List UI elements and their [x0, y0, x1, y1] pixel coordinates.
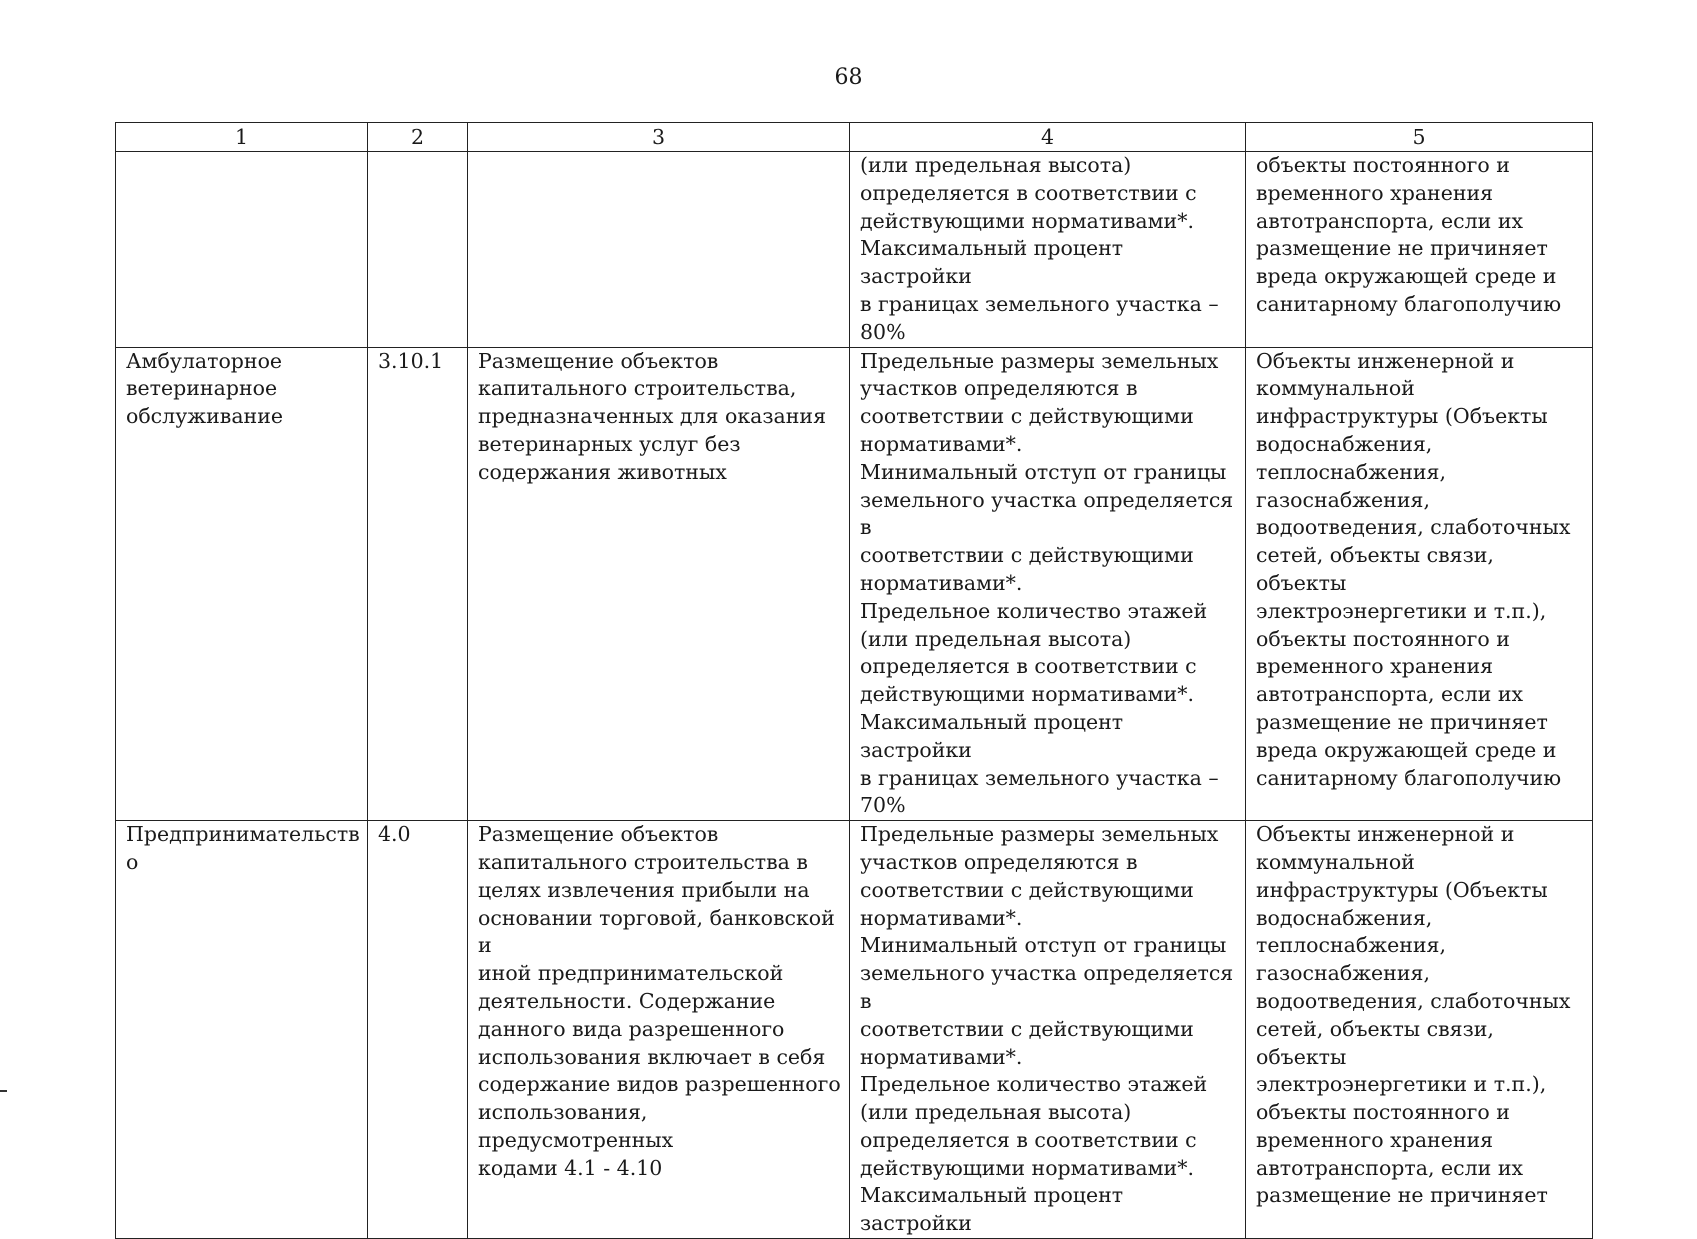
table-row-continuation [116, 152, 1593, 348]
margin-mark [0, 1090, 7, 1092]
parameters-text: Предельные размеры земельных участков определяются в соответствии с действующими нормативами*. Минимальный отступ от границы земельного участка определяется в соответствии с действующими нормативами*. Предельное количество этажей (или предельная высота) определяется в соответствии с действующими нормативами*. Максимальный процент застройки в границах земельного участка – 70% [860, 348, 1234, 818]
parameters-text: Предельные размеры земельных участков определяются в соответствии с действующими нормативами*. Минимальный отступ от границы земельного участка определяется в соответствии с действующими нормативами*. Предельное количество этажей (или предельная высота) определяется в соответствии с действующими нормативами*. Максимальный процент застройки [860, 822, 1234, 1236]
auxiliary-uses-text: Объекты инженерной и коммунальной инфраструктуры (Объекты водоснабжения, теплоснабжения, газоснабжения, водоотведения, слаботочных сетей, объекты связи, объекты электроэнергетики и т.п.), объекты постоянного и временного хранения автотранспорта, если их размещение не причиняет [1256, 822, 1571, 1208]
column-header-2: 2 [368, 123, 468, 152]
parameters-text: (или предельная высота) определяется в соответствии с действующими нормативами*. Максимальный процент застройки в границах земельного участка – 80% [860, 153, 1219, 344]
use-name-cell [116, 152, 368, 348]
land-use-table [115, 122, 1593, 1239]
parameters-cell [850, 347, 1246, 821]
use-code-cell [368, 347, 468, 821]
use-code-cell [368, 821, 468, 1239]
column-header-3: 3 [468, 123, 850, 152]
use-description-text: Размещение объектов капитального строительства в целях извлечения прибыли на основании торговой, банковской и иной предпринимательской деятельности. Содержание данного вида разрешенного использования включает в себя содержание видов разрешенного использования, предусмотренных кодами 4.1 - 4.10 [478, 822, 841, 1180]
auxiliary-uses-cell [1246, 152, 1593, 348]
table-header-row [116, 123, 1593, 152]
use-description-cell [468, 347, 850, 821]
use-name-cell [116, 821, 368, 1239]
column-header-4: 4 [850, 123, 1246, 152]
page-number: 68 [834, 65, 863, 90]
auxiliary-uses-cell [1246, 347, 1593, 821]
table-row-entrepreneurship [116, 821, 1593, 1239]
auxiliary-uses-text: Объекты инженерной и коммунальной инфраструктуры (Объекты водоснабжения, теплоснабжения, газоснабжения, водоотведения, слаботочных сетей, объекты связи, объекты электроэнергетики и т.п.), объекты постоянного и временного хранения автотранспорта, если их размещение не причиняет вреда окружающей среде и санитарному благополучию [1256, 348, 1571, 790]
use-name-text: Амбулаторное ветеринарное обслуживание [126, 348, 283, 429]
use-description-cell [468, 821, 850, 1239]
use-name-text: Предпринимательств о [126, 822, 360, 874]
column-header-5: 5 [1246, 123, 1593, 152]
use-code-text: 3.10.1 [378, 348, 444, 373]
auxiliary-uses-cell [1246, 821, 1593, 1239]
use-code-text: 4.0 [378, 822, 411, 847]
auxiliary-uses-text: объекты постоянного и временного хранения автотранспорта, если их размещение не причиняет вреда окружающей среде и санитарному благополучию [1256, 153, 1562, 316]
column-header-1: 1 [116, 123, 368, 152]
use-description-text: Размещение объектов капитального строительства, предназначенных для оказания ветеринарных услуг без содержания животных [478, 348, 827, 484]
use-description-cell [468, 152, 850, 348]
parameters-cell [850, 152, 1246, 348]
table-row-ambulatory-veterinary [116, 347, 1593, 821]
use-name-cell [116, 347, 368, 821]
use-code-cell [368, 152, 468, 348]
parameters-cell [850, 821, 1246, 1239]
